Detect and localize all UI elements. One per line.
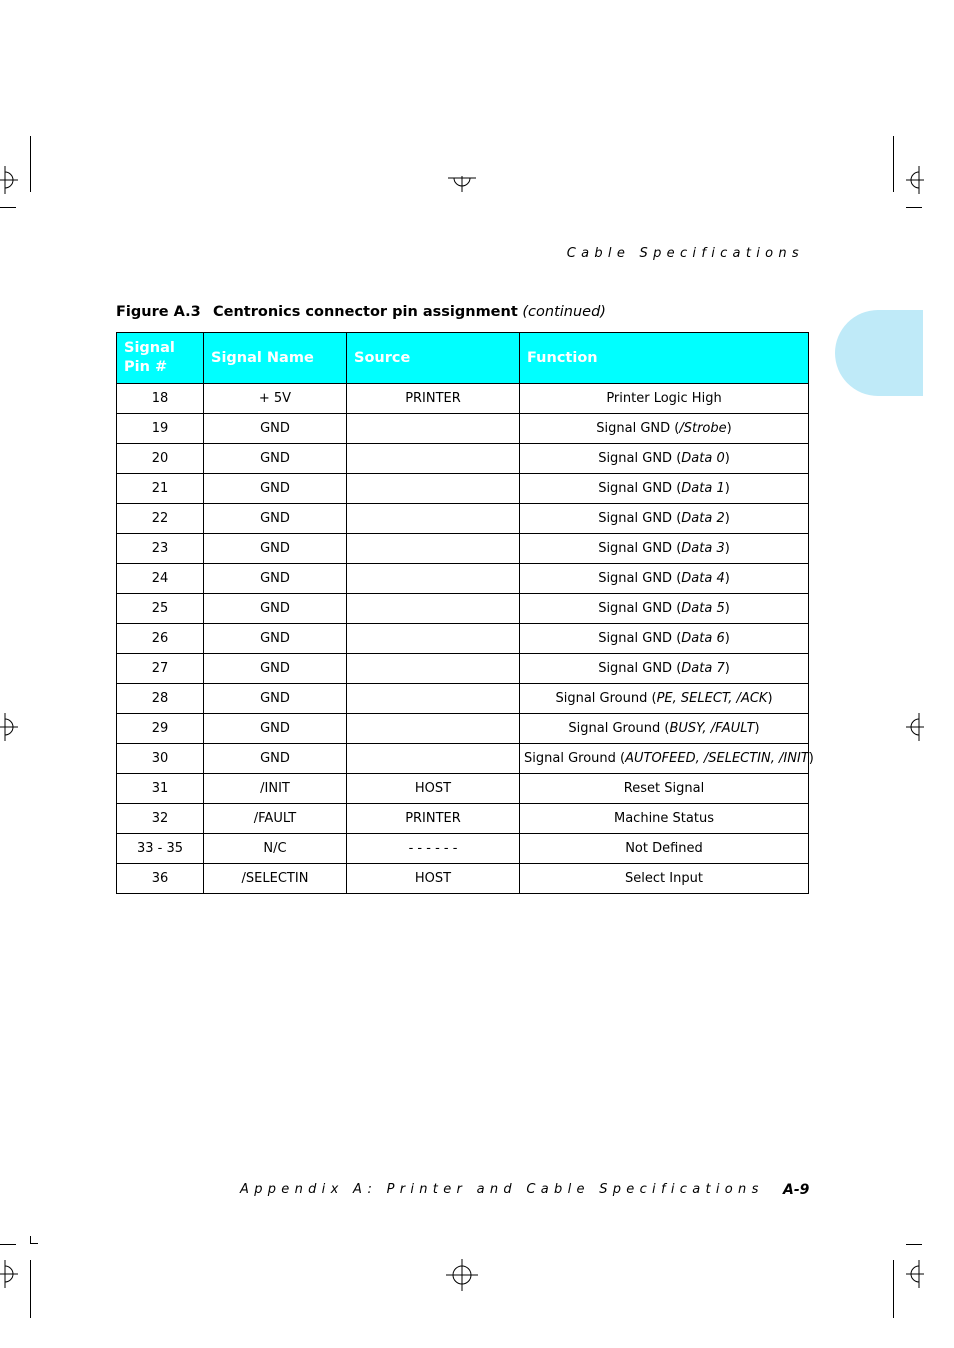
- table-row: [117, 654, 809, 684]
- function-text: ): [724, 631, 730, 646]
- table-body: [117, 384, 814, 894]
- cell-signal-name: GND: [204, 744, 347, 774]
- cell-source: [347, 444, 520, 474]
- cell-signal-name: GND: [204, 444, 347, 474]
- function-signal-list: Data 6: [681, 631, 725, 646]
- cell-signal-pin: 25: [117, 594, 204, 624]
- function-text: Signal Ground (: [568, 721, 670, 736]
- cell-source: - - - - - -: [347, 834, 520, 864]
- function-text: Signal GND (: [598, 631, 682, 646]
- table-row: [117, 624, 809, 654]
- cell-signal-name: GND: [204, 654, 347, 684]
- column-header-function: [520, 333, 809, 384]
- table-row: [117, 594, 809, 624]
- cell-function: [520, 714, 809, 744]
- chapter-tab-marker: [835, 310, 923, 396]
- running-footer: Appendix A: Printer and Cable Specifications: [240, 1182, 764, 1197]
- cell-source: HOST: [347, 864, 520, 894]
- registration-mark-icon: [0, 166, 20, 194]
- function-signal-list: Data 7: [681, 661, 725, 676]
- function-text: Machine Status: [614, 811, 714, 826]
- cell-function: [520, 384, 809, 414]
- cell-source: [347, 624, 520, 654]
- cell-function: [520, 414, 809, 444]
- function-text: Signal Ground (: [555, 691, 657, 706]
- function-text: Reset Signal: [623, 781, 705, 796]
- crop-mark: [893, 1260, 894, 1318]
- function-text: ): [724, 511, 730, 526]
- cell-signal-pin: 27: [117, 654, 204, 684]
- registration-mark-icon: [446, 1259, 478, 1291]
- function-signal-list: Data 4: [681, 571, 725, 586]
- cell-source: [347, 414, 520, 444]
- function-signal-list: AUTOFEED, /SELECTIN, /INIT: [625, 751, 809, 766]
- function-text: ): [724, 601, 730, 616]
- cell-function: [520, 534, 809, 564]
- function-text: ): [724, 571, 730, 586]
- cell-signal-name: GND: [204, 684, 347, 714]
- function-text: ): [724, 481, 730, 496]
- table-row: [117, 684, 809, 714]
- table-row: [117, 864, 809, 894]
- function-signal-list: Data 1: [681, 481, 725, 496]
- cell-signal-name: GND: [204, 624, 347, 654]
- figure-title: Centronics connector pin assignment: [213, 304, 518, 320]
- figure-continued-note: (continued): [522, 304, 606, 320]
- running-header: Cable Specifications: [566, 246, 804, 261]
- function-text: ): [808, 751, 814, 766]
- function-signal-list: BUSY, /FAULT: [669, 721, 755, 736]
- function-text: ): [767, 691, 773, 706]
- function-signal-list: Data 3: [681, 541, 725, 556]
- registration-mark-icon: [0, 1260, 20, 1288]
- cell-function: [520, 444, 809, 474]
- table-row: [117, 504, 809, 534]
- pin-assignment-table: [116, 332, 814, 894]
- function-text: Signal Ground (: [524, 751, 626, 766]
- cell-function: [520, 684, 809, 714]
- cell-signal-pin: 29: [117, 714, 204, 744]
- cell-signal-name: GND: [204, 414, 347, 444]
- table-row: [117, 834, 809, 864]
- column-header-signal-pin: [117, 333, 204, 384]
- table-row: [117, 384, 809, 414]
- cell-source: [347, 564, 520, 594]
- cell-source: [347, 654, 520, 684]
- cell-signal-name: GND: [204, 474, 347, 504]
- cell-signal-pin: 26: [117, 624, 204, 654]
- function-text: Signal GND (: [598, 451, 682, 466]
- cell-function: [520, 474, 809, 504]
- crop-mark: [906, 207, 922, 208]
- cell-signal-pin: 30: [117, 744, 204, 774]
- cell-source: [347, 504, 520, 534]
- figure-number: Figure A.3: [116, 304, 201, 320]
- cell-source: [347, 474, 520, 504]
- crop-mark: [893, 136, 894, 192]
- crop-mark: [0, 1244, 16, 1245]
- column-header-label: Signal Pin #: [124, 340, 175, 375]
- function-text: Signal GND (: [598, 571, 682, 586]
- column-header-signal-name: [204, 333, 347, 384]
- cell-signal-pin: 33 - 35: [117, 834, 204, 864]
- crop-mark: [906, 1244, 922, 1245]
- cell-function: [520, 804, 809, 834]
- cell-source: [347, 534, 520, 564]
- cell-signal-name: GND: [204, 534, 347, 564]
- function-text: Signal GND (: [598, 601, 682, 616]
- cell-signal-name: GND: [204, 594, 347, 624]
- function-signal-list: /Strobe: [679, 421, 727, 436]
- cell-signal-name: GND: [204, 504, 347, 534]
- function-signal-list: Data 2: [681, 511, 725, 526]
- cell-signal-pin: 19: [117, 414, 204, 444]
- function-text: ): [724, 541, 730, 556]
- function-text: Signal GND (: [598, 661, 682, 676]
- cell-signal-pin: 36: [117, 864, 204, 894]
- function-text: Signal GND (: [598, 511, 682, 526]
- cell-source: PRINTER: [347, 804, 520, 834]
- cell-signal-name: /INIT: [204, 774, 347, 804]
- function-text: Signal GND (: [596, 421, 680, 436]
- table-row: [117, 774, 809, 804]
- cell-source: PRINTER: [347, 384, 520, 414]
- function-text: ): [724, 661, 730, 676]
- function-signal-list: Data 0: [681, 451, 725, 466]
- table-row: [117, 714, 809, 744]
- cell-signal-name: /FAULT: [204, 804, 347, 834]
- crop-mark: [30, 1243, 38, 1244]
- registration-mark-icon: [0, 713, 20, 741]
- cell-signal-name: N/C: [204, 834, 347, 864]
- cell-signal-pin: 32: [117, 804, 204, 834]
- cell-signal-name: /SELECTIN: [204, 864, 347, 894]
- figure-caption: [116, 304, 606, 320]
- function-text: Signal GND (: [598, 541, 682, 556]
- function-text: ): [726, 421, 732, 436]
- registration-mark-icon: [448, 172, 476, 192]
- cell-function: [520, 774, 809, 804]
- table-row: [117, 474, 809, 504]
- cell-source: HOST: [347, 774, 520, 804]
- column-header-label: Signal Name: [211, 349, 314, 366]
- crop-mark: [30, 136, 31, 192]
- function-text: ): [754, 721, 760, 736]
- cell-signal-pin: 23: [117, 534, 204, 564]
- table-row: [117, 534, 809, 564]
- cell-signal-pin: 31: [117, 774, 204, 804]
- table-row: [117, 564, 809, 594]
- table-row: [117, 804, 809, 834]
- cell-signal-name: + 5V: [204, 384, 347, 414]
- table-header-row: [117, 333, 809, 384]
- cell-function: [520, 864, 809, 894]
- cell-signal-pin: 22: [117, 504, 204, 534]
- cell-function: [520, 744, 814, 774]
- cell-function: [520, 624, 809, 654]
- cell-source: [347, 714, 520, 744]
- registration-mark-icon: [904, 1260, 924, 1288]
- cell-signal-pin: 21: [117, 474, 204, 504]
- function-signal-list: Data 5: [681, 601, 725, 616]
- cell-signal-pin: 28: [117, 684, 204, 714]
- function-signal-list: PE, SELECT, /ACK: [656, 691, 768, 706]
- column-header-label: Function: [527, 349, 598, 366]
- function-text: Select Input: [625, 871, 703, 886]
- cell-signal-pin: 18: [117, 384, 204, 414]
- table-row: [117, 414, 809, 444]
- crop-mark: [0, 207, 16, 208]
- table-row: [117, 744, 809, 774]
- column-header-source: [347, 333, 520, 384]
- cell-signal-pin: 24: [117, 564, 204, 594]
- cell-signal-name: GND: [204, 714, 347, 744]
- crop-mark: [30, 1260, 31, 1318]
- cell-source: [347, 594, 520, 624]
- registration-mark-icon: [904, 166, 924, 194]
- cell-function: [520, 504, 809, 534]
- page-number: A-9: [783, 1182, 810, 1198]
- cell-source: [347, 684, 520, 714]
- cell-function: [520, 654, 809, 684]
- cell-function: [520, 594, 809, 624]
- table-row: [117, 444, 809, 474]
- registration-mark-icon: [904, 713, 924, 741]
- cell-signal-name: GND: [204, 564, 347, 594]
- cell-signal-pin: 20: [117, 444, 204, 474]
- function-text: Printer Logic High: [606, 391, 722, 406]
- function-text: Signal GND (: [598, 481, 682, 496]
- function-text: Not Defined: [625, 841, 703, 856]
- column-header-label: Source: [354, 349, 411, 366]
- cell-function: [520, 564, 809, 594]
- cell-function: [520, 834, 809, 864]
- cell-source: [347, 744, 520, 774]
- function-text: ): [724, 451, 730, 466]
